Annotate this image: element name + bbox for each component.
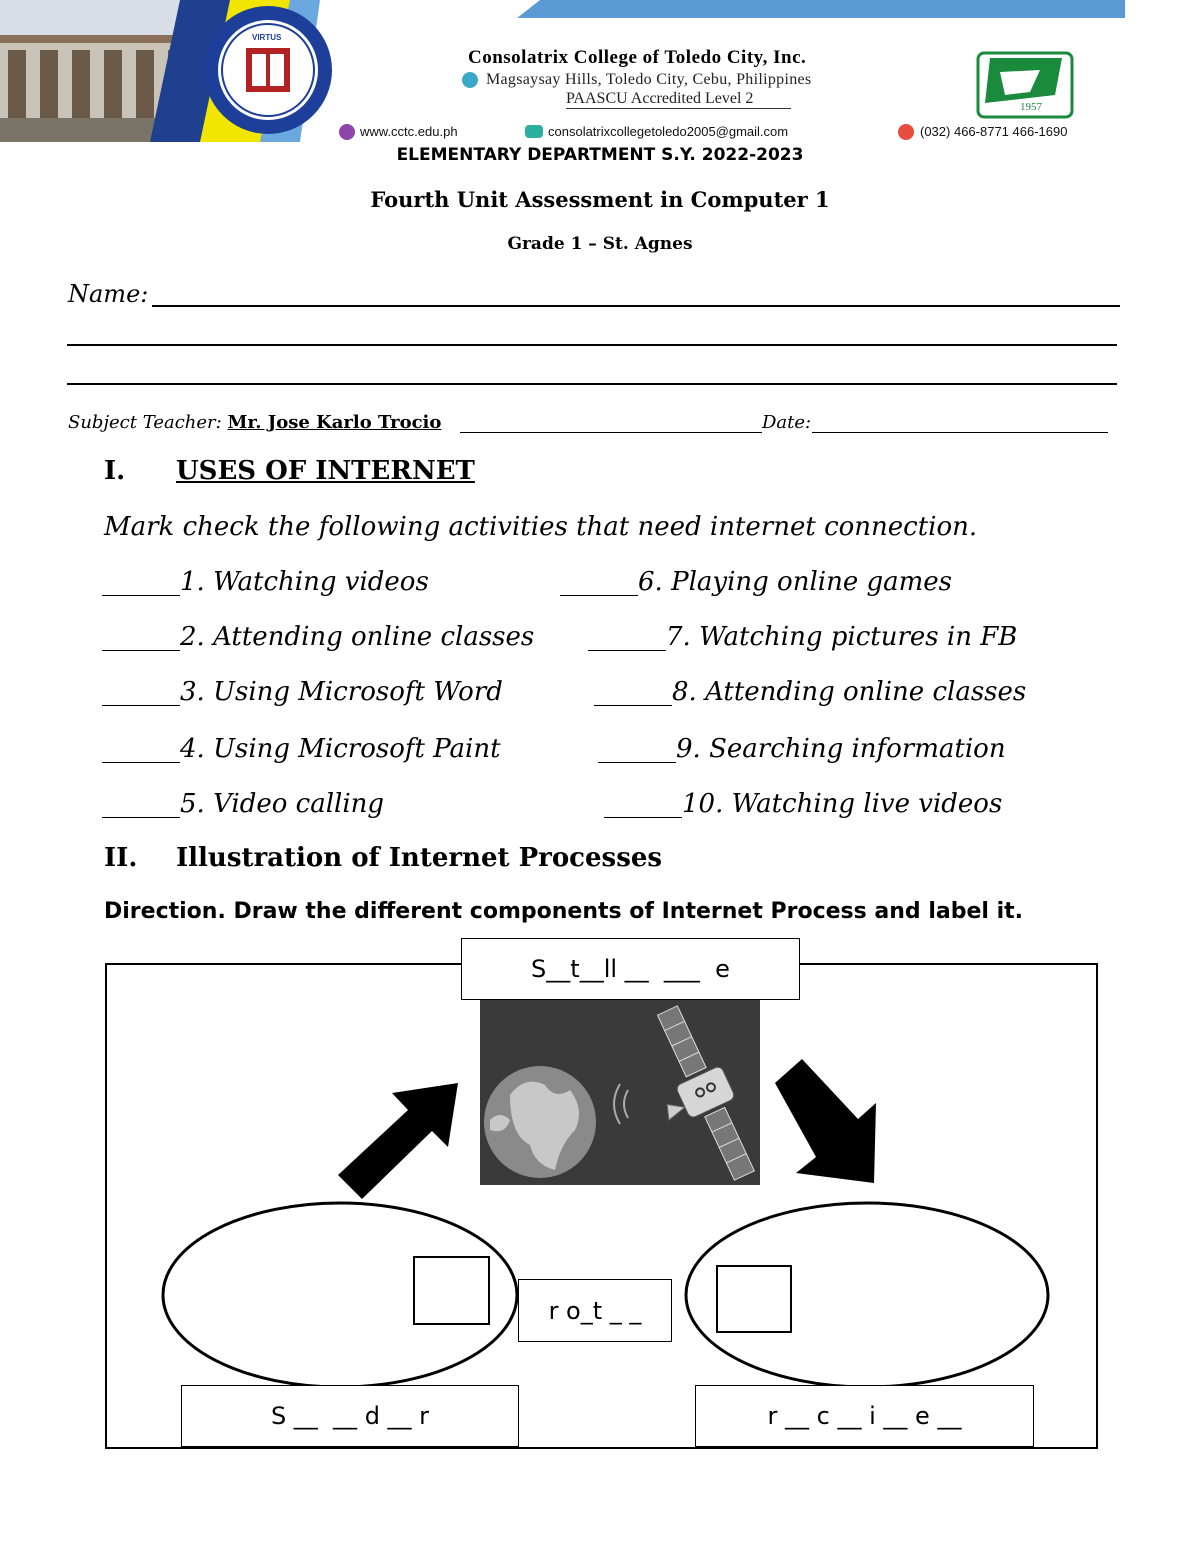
grade-section: Grade 1 – St. Agnes <box>507 234 693 254</box>
receiver-computer-box[interactable] <box>716 1265 792 1333</box>
teacher-name: Mr. Jose Karlo Trocio <box>227 412 442 433</box>
item-2[interactable]: ______2. Attending online classes <box>102 622 535 652</box>
arrow-down-right-icon <box>770 1055 890 1190</box>
item-9[interactable]: ______9. Searching information <box>598 734 1006 764</box>
teacher-underline <box>460 432 762 433</box>
date-label: Date: <box>762 412 812 433</box>
badge-year: 1957 <box>1020 101 1042 113</box>
section-2-number: II. <box>104 843 138 873</box>
section-2-title: Illustration of Internet Processes <box>176 843 663 873</box>
item-8[interactable]: ______8. Attending online classes <box>594 677 1027 707</box>
item-3[interactable]: ______3. Using Microsoft Word <box>102 677 503 707</box>
header-banner <box>0 0 1125 142</box>
college-address: Magsaysay Hills, Toledo City, Cebu, Philippines <box>486 71 812 88</box>
item-7[interactable]: ______7. Watching pictures in FB <box>588 622 1018 652</box>
sender-computer-box[interactable] <box>413 1256 490 1325</box>
item-1[interactable]: ______1. Watching videos <box>102 567 429 597</box>
section-1-title: USES OF INTERNET <box>176 456 475 486</box>
email-link[interactable]: consolatrixcollegetoledo2005@gmail.com <box>548 124 789 139</box>
date-line[interactable] <box>812 432 1108 433</box>
section-2-direction: Direction. Draw the different components of Internet Process and label it. <box>104 899 1023 924</box>
section-1-instruction: Mark check the following activities that need internet connection. <box>104 512 978 542</box>
name-line-2[interactable] <box>67 344 1117 346</box>
name-line-3[interactable] <box>67 383 1117 385</box>
assessment-title: Fourth Unit Assessment in Computer 1 <box>370 187 830 212</box>
item-10[interactable]: ______10. Watching live videos <box>604 789 1003 819</box>
phone-number: (032) 466-8771 466-1690 <box>920 124 1068 139</box>
satellite-label[interactable]: S__t__ll __ ___ e <box>461 938 800 1000</box>
item-5[interactable]: ______5. Video calling <box>102 789 385 819</box>
satellite-earth-image <box>480 1000 760 1185</box>
department-line: ELEMENTARY DEPARTMENT S.Y. 2022-2023 <box>396 145 804 165</box>
section-1-number: I. <box>104 456 126 486</box>
name-line[interactable] <box>152 305 1120 307</box>
item-4[interactable]: ______4. Using Microsoft Paint <box>102 734 501 764</box>
college-name: Consolatrix College of Toledo City, Inc. <box>468 47 807 68</box>
accreditation: PAASCU Accredited Level 2 <box>566 90 791 109</box>
teacher-row <box>68 412 441 433</box>
router-label[interactable]: r o_t _ _ <box>518 1279 672 1342</box>
teacher-label: Subject Teacher: <box>68 412 222 433</box>
arrow-up-right-icon <box>330 1075 470 1205</box>
website-link[interactable]: www.cctc.edu.ph <box>360 124 458 139</box>
receiver-label[interactable]: r __ c __ i __ e __ <box>695 1385 1034 1447</box>
name-label: Name: <box>68 280 149 308</box>
sender-label[interactable]: S __ __ d __ r <box>181 1385 519 1447</box>
seal-text: VIRTUS <box>252 33 282 42</box>
item-6[interactable]: ______6. Playing online games <box>560 567 952 597</box>
